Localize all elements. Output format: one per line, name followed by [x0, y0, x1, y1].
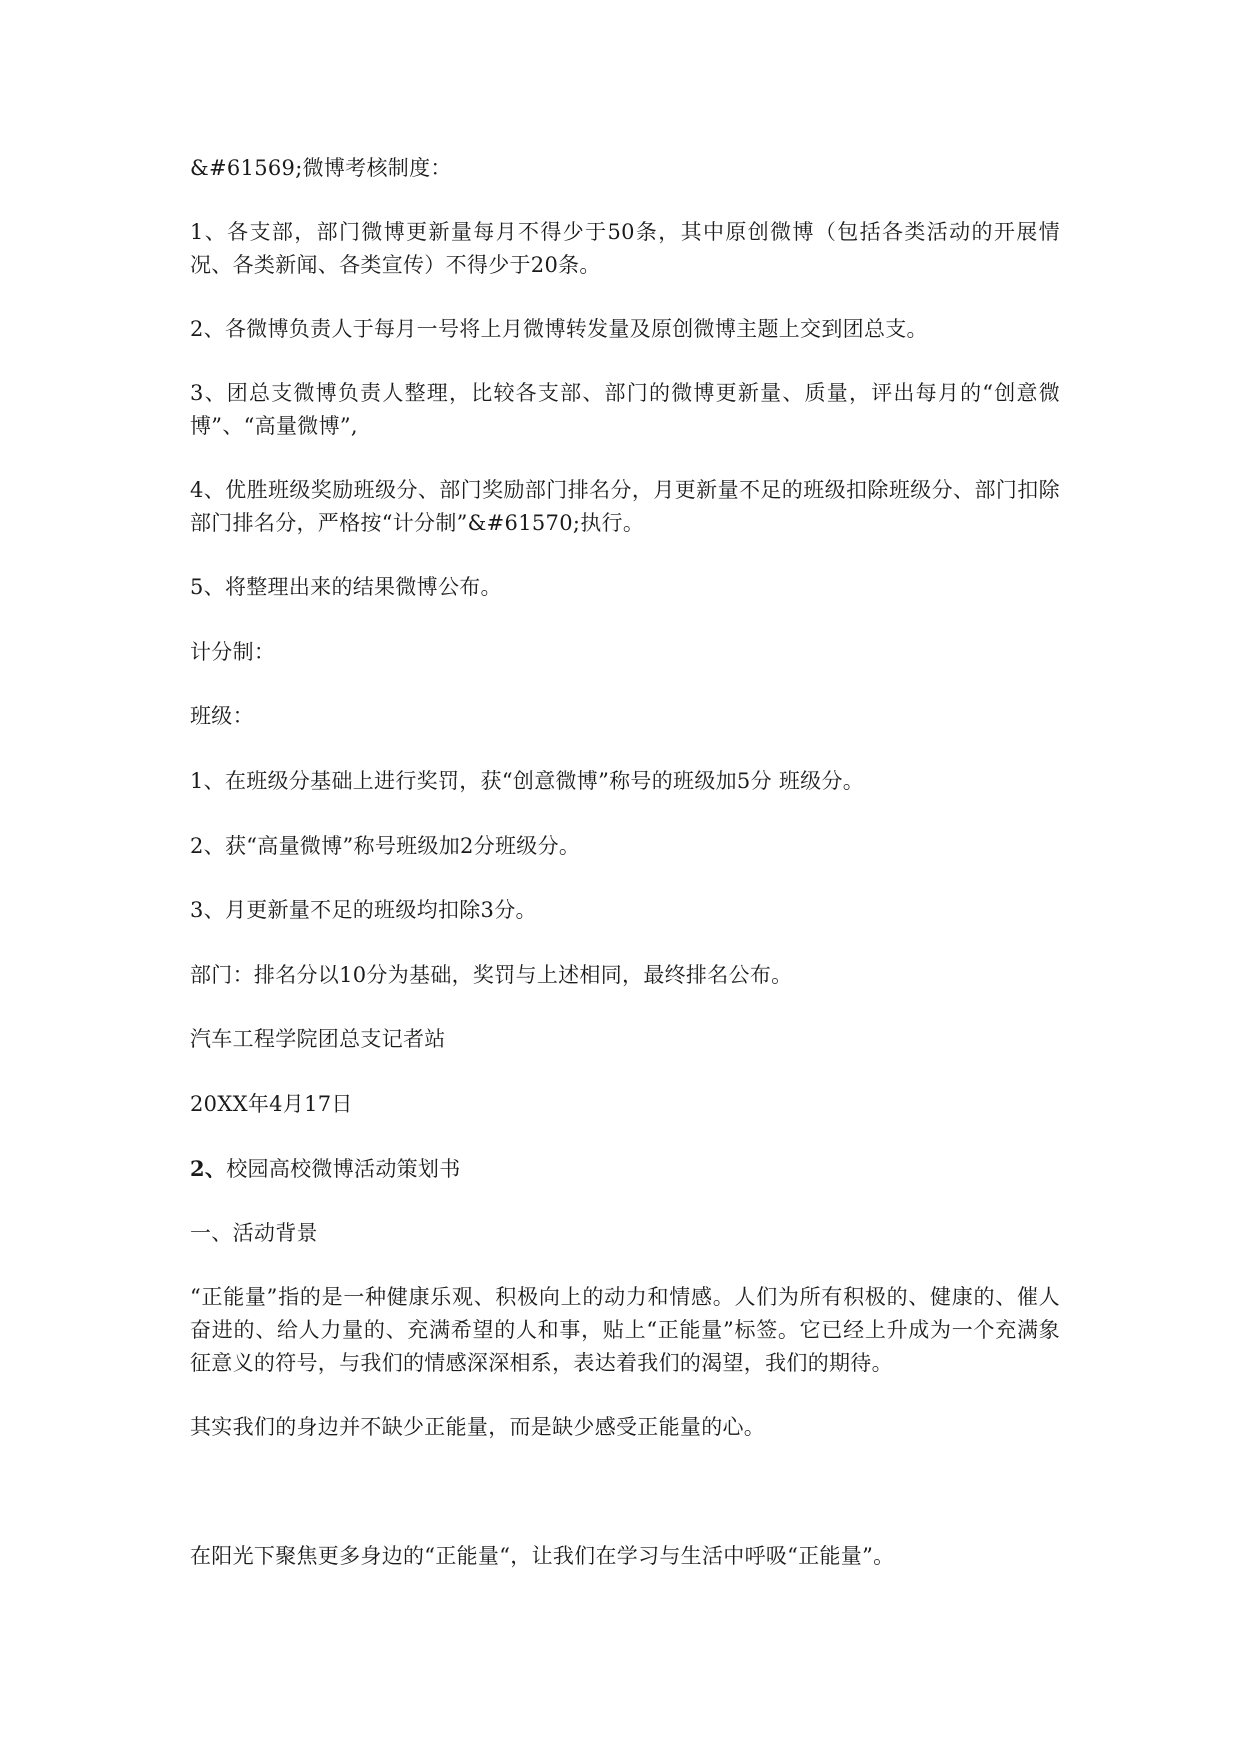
- section-2-title-text: 校园高校微博活动策划书: [226, 1157, 461, 1181]
- section-2-number: 2、: [190, 1156, 227, 1181]
- rule-5: 5、将整理出来的结果微博公布。: [190, 575, 502, 599]
- class-rule-2: 2、获“高量微博”称号班级加2分班级分。: [190, 834, 581, 858]
- rule-2: 2、各微博负责人于每月一号将上月微博转发量及原创微博主题上交到团总支。: [190, 317, 928, 341]
- document-date: 20XX年4月17日: [190, 1092, 353, 1116]
- department-rule: 部门：排名分以10分为基础，奖罚与上述相同，最终排名公布。: [190, 963, 793, 987]
- organization-name: 汽车工程学院团总支记者站: [190, 1027, 446, 1051]
- rule-1: 1、各支部，部门微博更新量每月不得少于50条，其中原创微博（包括各类活动的开展情况、各类新闻、各类宣传）不得少于20条。: [190, 220, 1060, 277]
- closing-line: 在阳光下聚焦更多身边的“正能量“，让我们在学习与生活中呼吸“正能量”。: [190, 1544, 895, 1568]
- background-paragraph: “正能量”指的是一种健康乐观、积极向上的动力和情感。人们为所有积极的、健康的、催人奋进的、给人力量的、充满希望的人和事，贴上“正能量”标签。它已经上升成为一个充满象征意义的符号，与我们的情感深深相系，表达着我们的渴望，我们的期待。: [190, 1285, 1060, 1375]
- class-rule-1: 1、在班级分基础上进行奖罚，获“创意微博”称号的班级加5分 班级分。: [190, 769, 865, 793]
- scoring-heading: 计分制：: [190, 640, 276, 664]
- class-rule-3: 3、月更新量不足的班级均扣除3分。: [190, 898, 537, 922]
- background-heading: 一、活动背景: [190, 1221, 318, 1245]
- section-2-title: [190, 1152, 1060, 1186]
- rule-3: 3、团总支微博负责人整理，比较各支部、部门的微博更新量、质量，评出每月的“创意微博”、“高量微博”,: [190, 381, 1060, 438]
- background-line-2: 其实我们的身边并不缺少正能量，而是缺少感受正能量的心。: [190, 1415, 766, 1439]
- assessment-heading: &#61569;微博考核制度：: [190, 156, 452, 180]
- class-heading: 班级：: [190, 704, 254, 728]
- rule-4: 4、优胜班级奖励班级分、部门奖励部门排名分，月更新量不足的班级扣除班级分、部门扣除部门排名分，严格按“计分制”&#61570;执行。: [190, 478, 1060, 535]
